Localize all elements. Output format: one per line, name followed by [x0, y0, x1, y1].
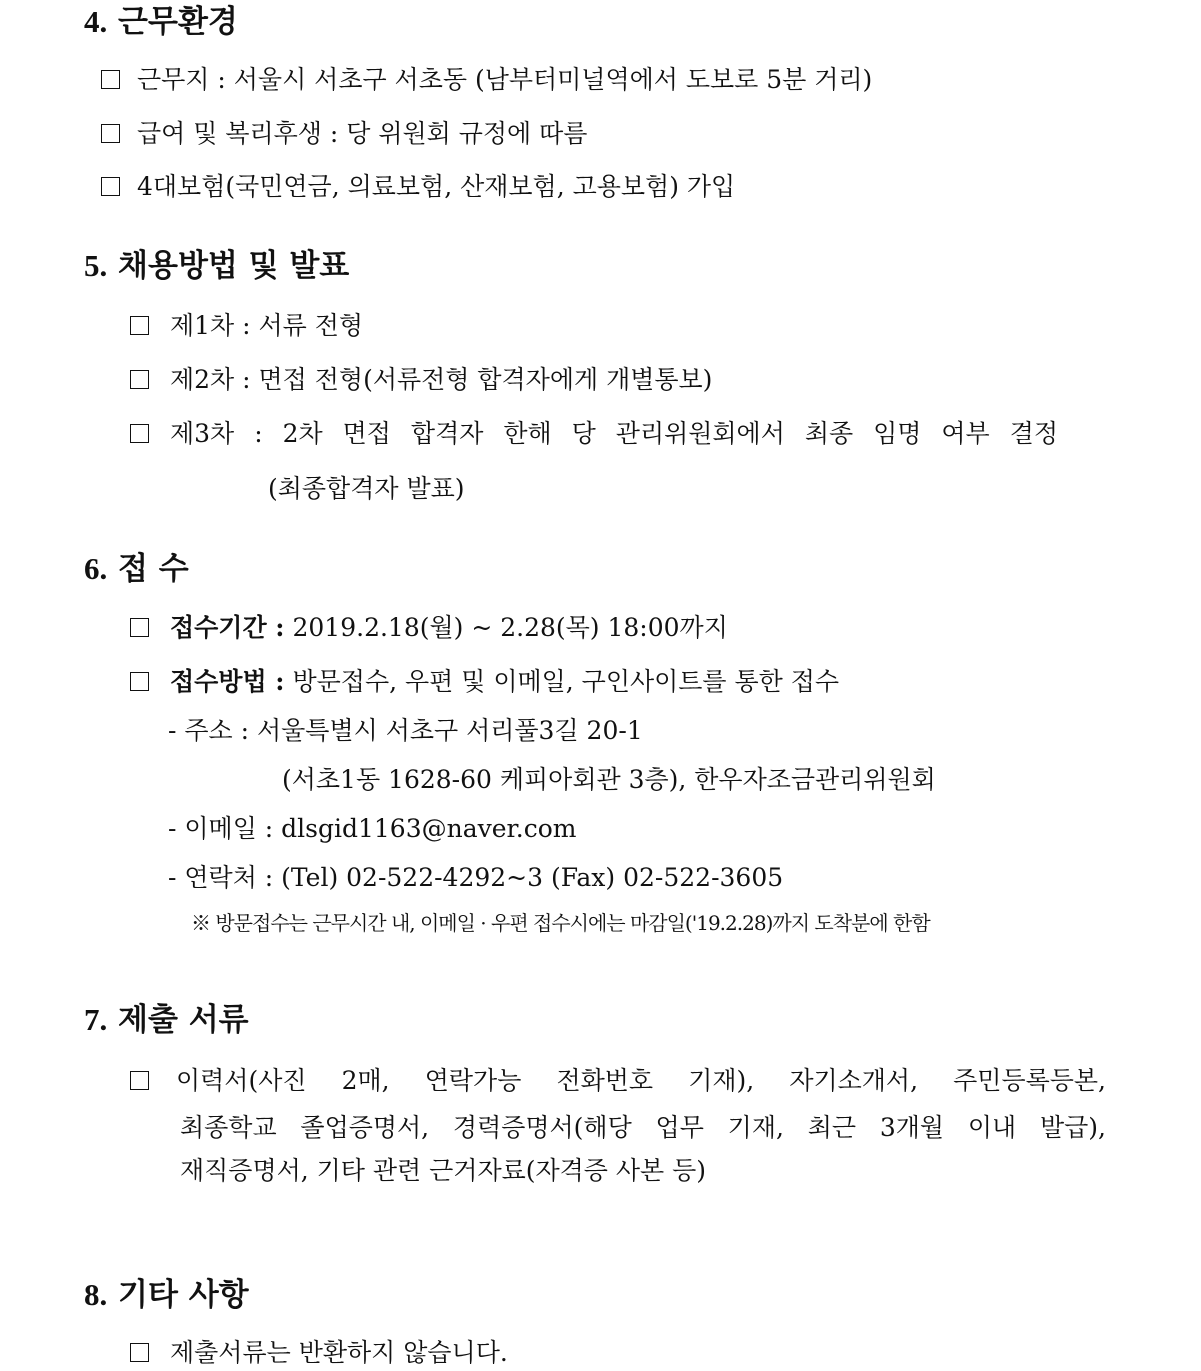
section-4-heading: [84, 6, 238, 38]
section-title: 채용방법 및 발표: [118, 248, 350, 284]
list-item: 근무지 : 서울시 서초구 서초동 (남부터미널역에서 도보로 5분 거리): [137, 65, 873, 94]
contact-line: - 연락처 : (Tel) 02-522-4292~3 (Fax) 02-522-3605: [168, 863, 784, 892]
list-item: 제2차 : 면접 전형(서류전형 합격자에게 개별통보): [170, 365, 713, 394]
section-number: 8.: [84, 1277, 108, 1312]
section-number: 5.: [84, 248, 108, 283]
list-item: 제3차 : 2차 면접 합격자 한해 당 관리위원회에서 최종 임명 여부 결정: [170, 419, 1058, 448]
checkbox-square-icon: [130, 1071, 149, 1090]
checkbox-square-icon: [101, 124, 120, 143]
section-number: 4.: [84, 4, 108, 39]
method-label: 접수방법 :: [170, 667, 285, 696]
list-item: 4대보험(국민연금, 의료보험, 산재보험, 고용보험) 가입: [137, 172, 736, 201]
checkbox-square-icon: [130, 424, 149, 443]
email-line: - 이메일 : dlsgid1163@naver.com: [168, 814, 577, 843]
period-label: 접수기간 :: [170, 613, 285, 642]
checkbox-square-icon: [101, 70, 120, 89]
checkbox-square-icon: [130, 672, 149, 691]
documents-line: 이력서(사진 2매, 연락가능 전화번호 기재), 자기소개서, 주민등록등본,: [176, 1066, 1106, 1095]
section-7-heading: [84, 1004, 249, 1036]
application-period: [170, 615, 728, 640]
checkbox-square-icon: [101, 177, 120, 196]
checkbox-square-icon: [130, 316, 149, 335]
checkbox-square-icon: [130, 370, 149, 389]
method-value: 방문접수, 우편 및 이메일, 구인사이트를 통한 접수: [292, 667, 840, 696]
section-number: 7.: [84, 1002, 108, 1037]
section-number: 6.: [84, 551, 108, 586]
note-line: ※ 방문접수는 근무시간 내, 이메일 · 우편 접수시에는 마감일('19.2.28)까지 도착분에 한함: [191, 911, 930, 935]
documents-line: 최종학교 졸업증명서, 경력증명서(해당 업무 기재, 최근 3개월 이내 발급),: [180, 1113, 1106, 1142]
checkbox-square-icon: [130, 618, 149, 637]
section-title: 기타 사항: [118, 1277, 249, 1313]
checkbox-square-icon: [130, 1343, 149, 1362]
section-title: 제출 서류: [118, 1002, 249, 1038]
address-line: - 주소 : 서울특별시 서초구 서리풀3길 20-1: [168, 716, 643, 745]
application-method: [170, 669, 839, 694]
section-6-heading: [84, 553, 189, 585]
list-item: 제1차 : 서류 전형: [170, 311, 364, 340]
list-item: 급여 및 복리후생 : 당 위원회 규정에 따름: [137, 119, 588, 148]
section-title: 근무환경: [118, 4, 238, 40]
address-line-2: (서초1동 1628-60 케피아회관 3층), 한우자조금관리위원회: [282, 765, 936, 794]
list-item: 제출서류는 반환하지 않습니다.: [170, 1338, 508, 1367]
section-title: 접 수: [118, 551, 189, 587]
documents-line: 재직증명서, 기타 관련 근거자료(자격증 사본 등): [180, 1156, 707, 1185]
period-value: 2019.2.18(월) ~ 2.28(목) 18:00까지: [292, 613, 728, 642]
section-5-heading: [84, 250, 349, 282]
list-item-continuation: (최종합격자 발표): [268, 474, 465, 503]
section-8-heading: [84, 1279, 249, 1311]
